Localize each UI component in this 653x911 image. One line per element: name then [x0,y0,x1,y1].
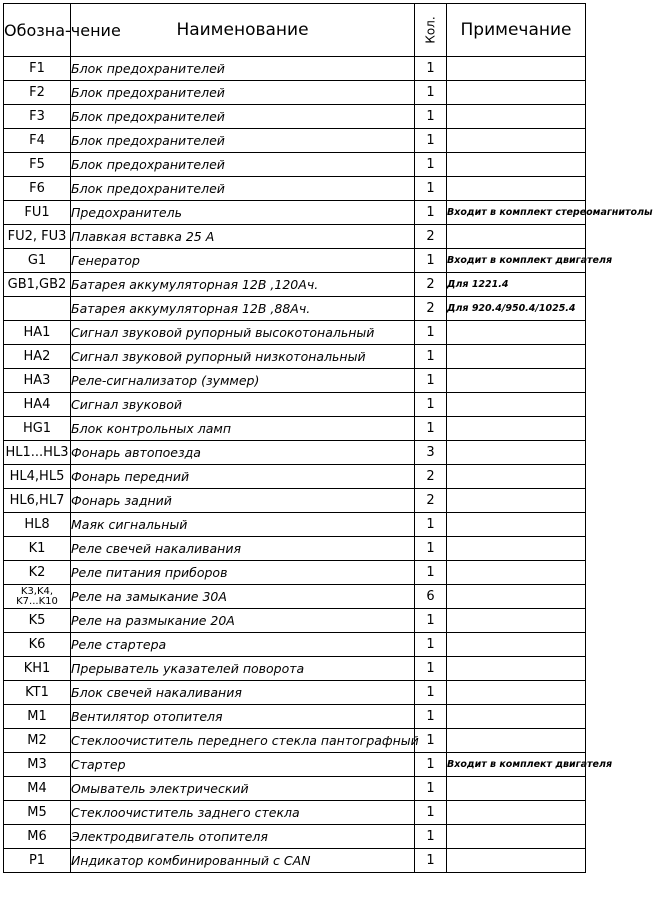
note-cell [447,729,586,753]
name-cell: Реле свечей накаливания [71,537,415,561]
designation-cell: HA1 [4,321,71,345]
name-cell: Прерыватель указателей поворота [71,657,415,681]
note-cell [447,441,586,465]
table-row [4,681,586,705]
designation-cell: M1 [4,705,71,729]
quantity-cell: 1 [415,777,447,801]
name-cell: Электродвигатель отопителя [71,825,415,849]
quantity-cell: 1 [415,537,447,561]
table-row [4,321,586,345]
quantity-cell: 1 [415,561,447,585]
quantity-cell: 1 [415,369,447,393]
quantity-cell: 1 [415,129,447,153]
table-row [4,633,586,657]
designation-cell: FU2, FU3 [4,225,71,249]
note-cell [447,585,586,609]
note-cell [447,345,586,369]
name-cell: Сигнал звуковой рупорный высокотональный [71,321,415,345]
name-cell: Блок предохранителей [71,57,415,81]
designation-cell: K3,K4, K7...K10 [4,585,71,609]
quantity-cell: 3 [415,441,447,465]
name-cell: Блок предохранителей [71,177,415,201]
note-cell [447,825,586,849]
designation-cell: K1 [4,537,71,561]
name-cell: Реле стартера [71,633,415,657]
table-body [4,57,653,873]
designation-cell: FU1 [4,201,71,225]
note-cell [447,321,586,345]
quantity-cell: 1 [415,609,447,633]
designation-cell: KH1 [4,657,71,681]
designation-cell: HA2 [4,345,71,369]
note-cell [447,561,586,585]
note-cell [447,153,586,177]
quantity-cell: 1 [415,513,447,537]
name-cell: Фонарь задний [71,489,415,513]
header-designation: Обозна-чение [4,4,71,57]
quantity-cell: 1 [415,177,447,201]
table-row [4,345,586,369]
designation-cell [4,297,71,321]
quantity-cell: 2 [415,225,447,249]
designation-cell: HA4 [4,393,71,417]
note-cell [447,393,586,417]
quantity-cell: 1 [415,657,447,681]
table-row [4,513,586,537]
header-qty [415,4,447,57]
quantity-cell: 1 [415,105,447,129]
table-row [4,705,586,729]
name-cell: Стеклоочиститель заднего стекла [71,801,415,825]
table-row [4,801,586,825]
name-cell: Батарея аккумуляторная 12В ,120Ач. [71,273,415,297]
note-cell [447,489,586,513]
quantity-cell: 2 [415,273,447,297]
name-cell: Маяк сигнальный [71,513,415,537]
name-cell: Стеклоочиститель переднего стекла пантографный [71,729,415,753]
note-cell [447,537,586,561]
table-row [4,273,586,297]
quantity-cell: 1 [415,705,447,729]
designation-cell: M2 [4,729,71,753]
quantity-cell: 1 [415,801,447,825]
designation-cell: M6 [4,825,71,849]
name-cell: Блок свечей накаливания [71,681,415,705]
note-cell [447,369,586,393]
designation-cell: K6 [4,633,71,657]
designation-cell: K2 [4,561,71,585]
name-cell: Реле-сигнализатор (зуммер) [71,369,415,393]
quantity-cell: 1 [415,825,447,849]
note-cell [447,513,586,537]
header-qty-label: Кол. [423,16,438,44]
designation-cell: M5 [4,801,71,825]
name-cell: Реле на замыкание 30А [71,585,415,609]
quantity-cell: 2 [415,489,447,513]
quantity-cell: 1 [415,681,447,705]
designation-cell: F2 [4,81,71,105]
designation-cell: F5 [4,153,71,177]
designation-cell: HG1 [4,417,71,441]
table-row [4,105,586,129]
quantity-cell: 1 [415,849,447,873]
table-row [4,441,586,465]
table-row [4,393,586,417]
name-cell: Блок предохранителей [71,81,415,105]
note-cell [447,801,586,825]
designation-cell: HL1...HL3 [4,441,71,465]
note-cell [447,225,586,249]
quantity-cell: 1 [415,81,447,105]
name-cell: Фонарь передний [71,465,415,489]
designation-cell: M3 [4,753,71,777]
note-cell [447,609,586,633]
note-cell: Для 920.4/950.4/1025.4 [447,297,586,321]
quantity-cell: 1 [415,393,447,417]
specification-table [3,3,653,873]
name-cell: Сигнал звуковой рупорный низкотональный [71,345,415,369]
name-cell: Блок предохранителей [71,153,415,177]
designation-cell: M4 [4,777,71,801]
note-cell: Для 1221.4 [447,273,586,297]
note-cell [447,177,586,201]
quantity-cell: 1 [415,729,447,753]
table-row [4,537,586,561]
quantity-cell: 2 [415,465,447,489]
quantity-cell: 1 [415,633,447,657]
name-cell: Стартер [71,753,415,777]
quantity-cell: 1 [415,57,447,81]
table-row [4,249,586,273]
name-cell: Батарея аккумуляторная 12В ,88Ач. [71,297,415,321]
note-cell: Входит в комплект двигателя [447,753,586,777]
designation-cell: HA3 [4,369,71,393]
table-row [4,129,586,153]
name-cell: Фонарь автопоезда [71,441,415,465]
note-cell [447,465,586,489]
designation-cell: HL6,HL7 [4,489,71,513]
header-name: Наименование [71,4,415,57]
table-row [4,465,586,489]
name-cell: Омыватель электрический [71,777,415,801]
quantity-cell: 1 [415,153,447,177]
name-cell: Блок предохранителей [71,129,415,153]
name-cell: Генератор [71,249,415,273]
table-row [4,561,586,585]
designation-cell: GB1,GB2 [4,273,71,297]
quantity-cell: 6 [415,585,447,609]
table-row [4,657,586,681]
table-row [4,177,586,201]
note-cell [447,105,586,129]
designation-cell: G1 [4,249,71,273]
designation-cell: F4 [4,129,71,153]
note-cell [447,849,586,873]
quantity-cell: 2 [415,297,447,321]
table-row [4,753,586,777]
table-row [4,81,586,105]
quantity-cell: 1 [415,249,447,273]
note-cell [447,129,586,153]
header-note: Примечание [447,4,586,57]
table-row [4,417,586,441]
name-cell: Блок предохранителей [71,105,415,129]
quantity-cell: 1 [415,753,447,777]
table-row [4,825,586,849]
note-cell: Входит в комплект стереомагнитолы [447,201,586,225]
quantity-cell: 1 [415,345,447,369]
table-row [4,489,586,513]
note-cell [447,681,586,705]
designation-cell: HL4,HL5 [4,465,71,489]
designation-cell: F1 [4,57,71,81]
note-cell [447,417,586,441]
note-cell: Входит в комплект двигателя [447,249,586,273]
table-row [4,729,586,753]
designation-cell: F6 [4,177,71,201]
name-cell: Индикатор комбинированный с CAN [71,849,415,873]
table-row [4,297,586,321]
designation-cell: F3 [4,105,71,129]
note-cell [447,777,586,801]
name-cell: Реле на размыкание 20А [71,609,415,633]
table-row [4,153,586,177]
name-cell: Реле питания приборов [71,561,415,585]
quantity-cell: 1 [415,201,447,225]
header-row [4,4,586,57]
table-row [4,57,586,81]
name-cell: Предохранитель [71,201,415,225]
designation-cell: P1 [4,849,71,873]
designation-cell: K5 [4,609,71,633]
table-row [4,849,586,873]
table-row [4,609,586,633]
name-cell: Сигнал звуковой [71,393,415,417]
note-cell [447,705,586,729]
note-cell [447,57,586,81]
note-cell [447,81,586,105]
table-row [4,777,586,801]
quantity-cell: 1 [415,321,447,345]
quantity-cell: 1 [415,417,447,441]
table-row [4,369,586,393]
name-cell: Блок контрольных ламп [71,417,415,441]
table-row [4,585,586,609]
designation-cell: KT1 [4,681,71,705]
designation-cell: HL8 [4,513,71,537]
note-cell [447,633,586,657]
name-cell: Вентилятор отопителя [71,705,415,729]
table-row [4,201,586,225]
table-row [4,225,586,249]
note-cell [447,657,586,681]
name-cell: Плавкая вставка 25 А [71,225,415,249]
